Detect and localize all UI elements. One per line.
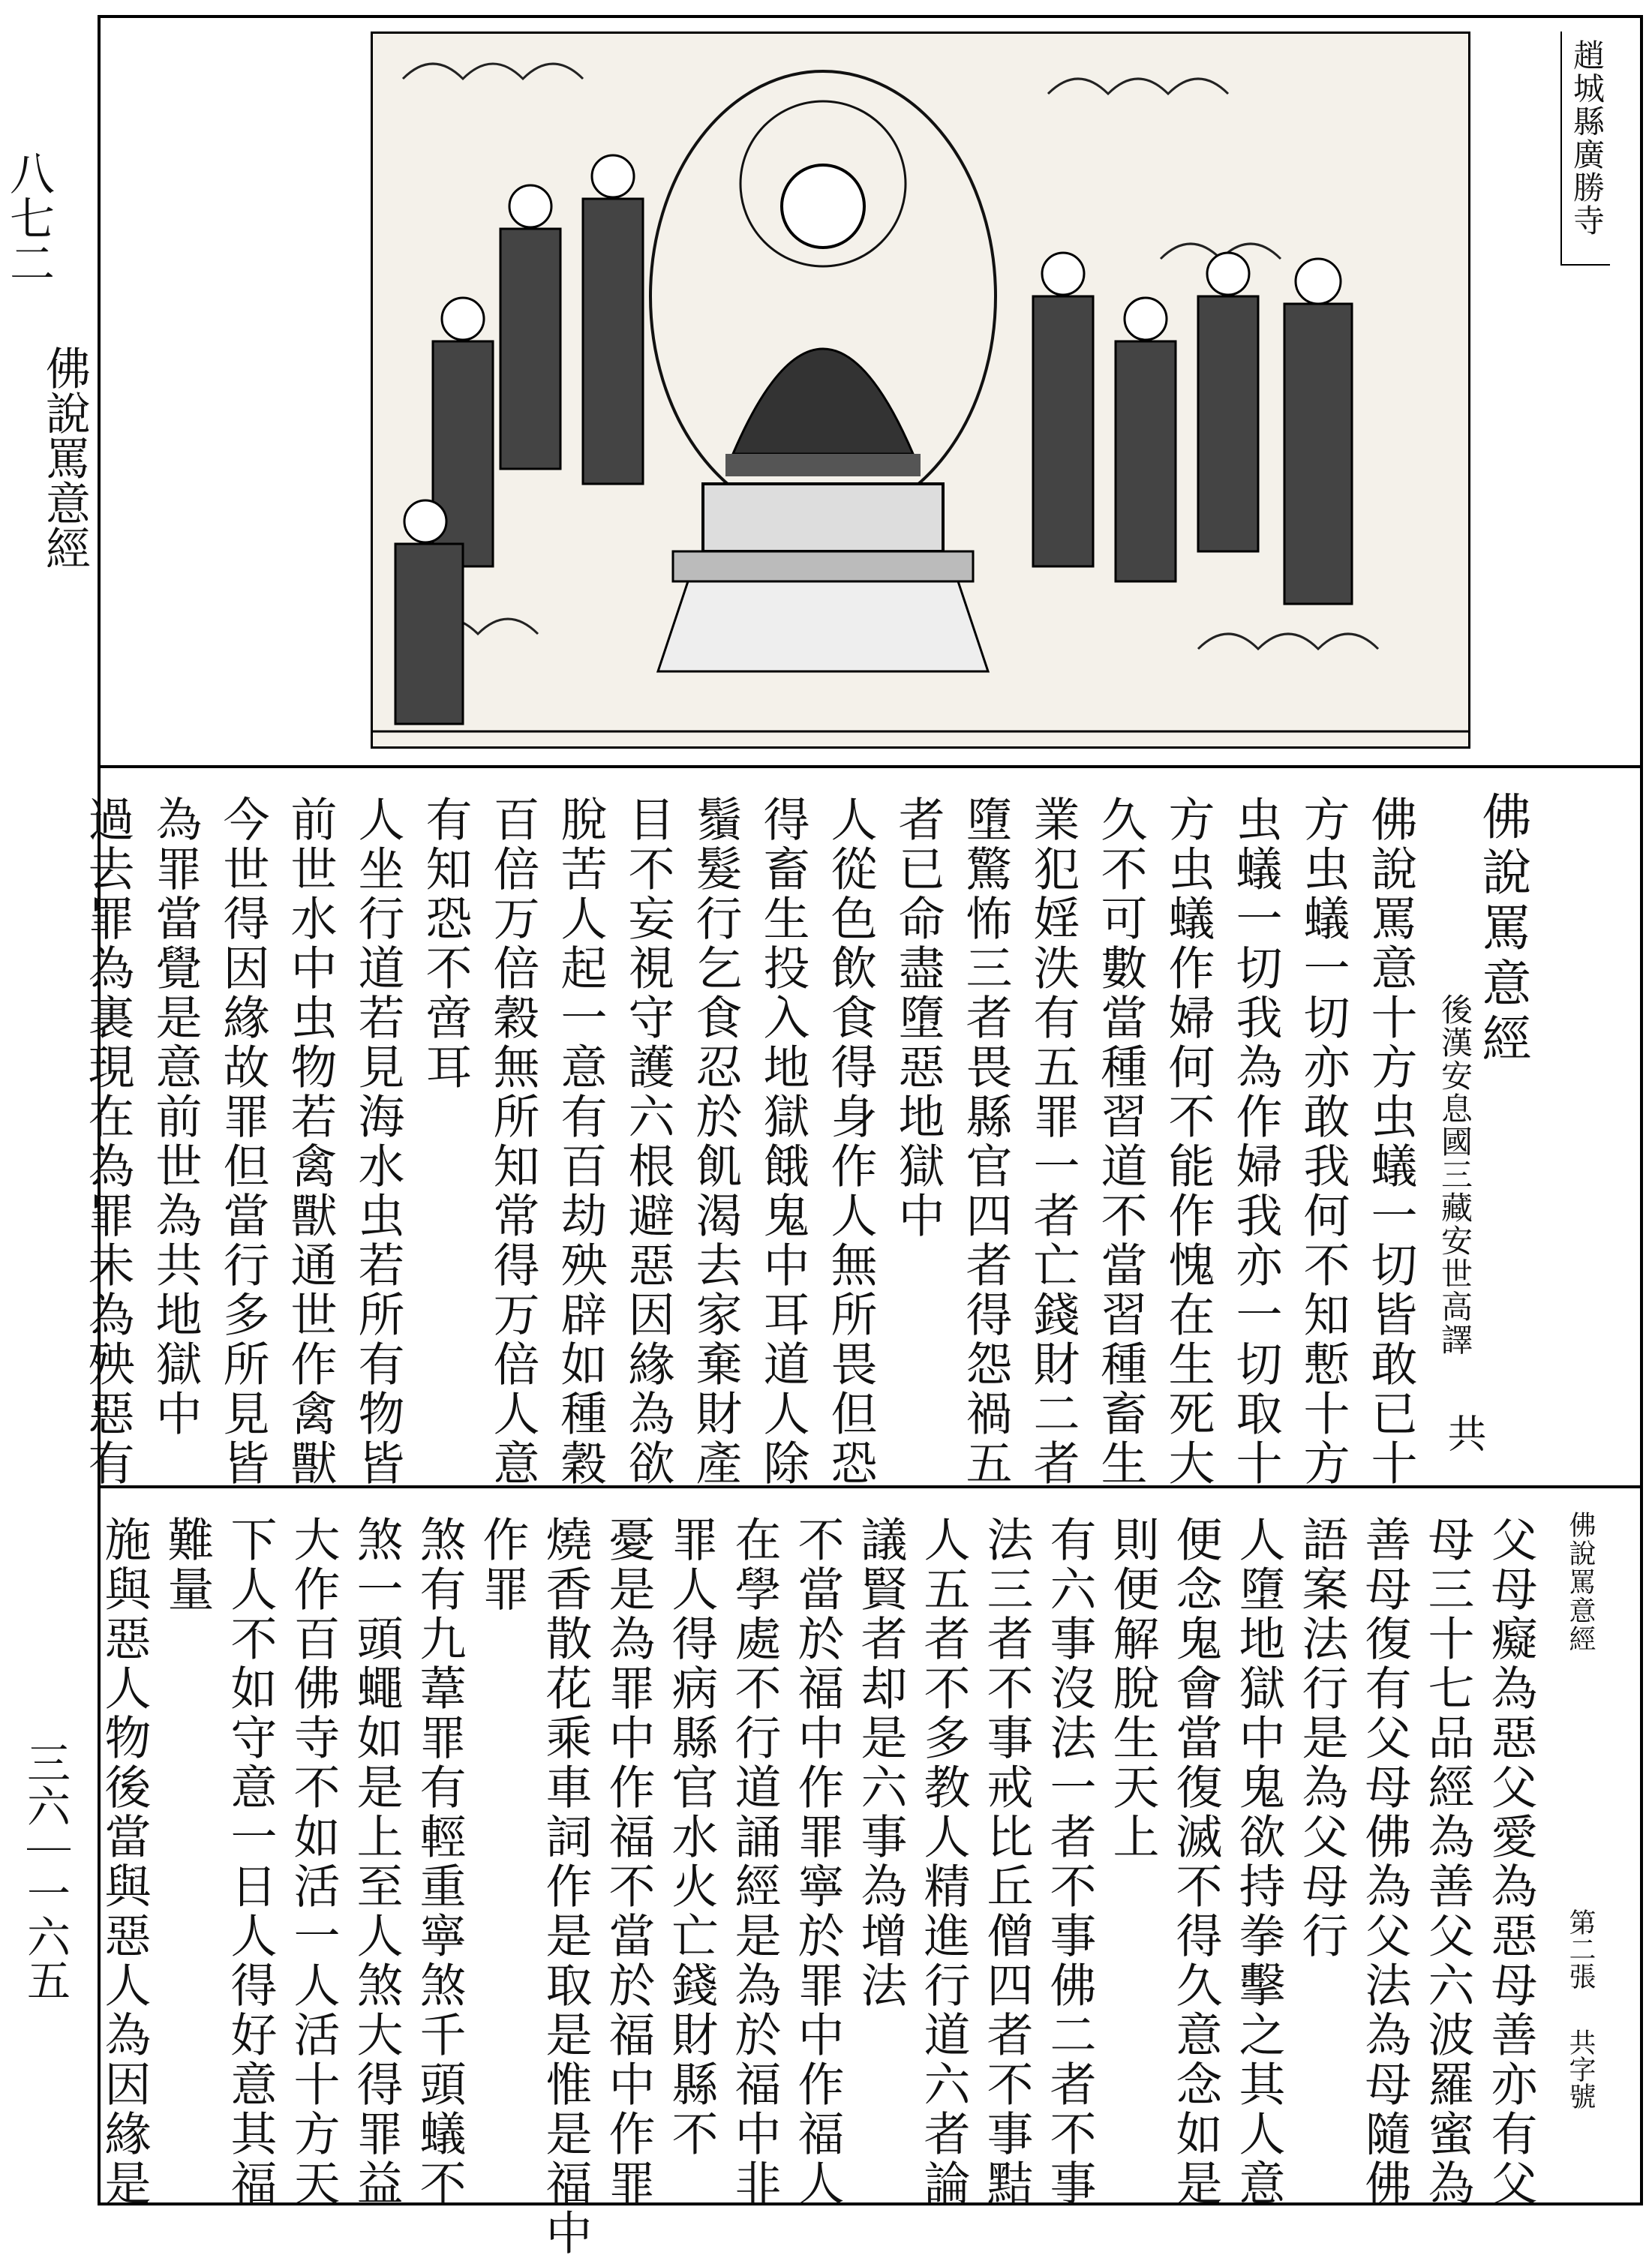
text-column: 業犯婬泆有五罪一者亡錢財二者: [1026, 795, 1080, 1488]
sheet-number: 第二張: [1565, 1908, 1596, 1989]
text-column: 難量: [160, 1515, 215, 1614]
page-number: 八七二: [2, 150, 55, 285]
folio-number: 三六｜一六五: [20, 1740, 71, 2001]
page-frame: [80, 15, 1643, 2258]
text-column: 者已命盡墮惡地獄中: [891, 795, 945, 1241]
sutra-title: 佛說罵意經: [1473, 791, 1531, 1068]
text-column: 善母復有父母佛為父法為母隨佛: [1357, 1515, 1412, 2208]
text-column: 語案法行是為父母行: [1294, 1515, 1349, 1961]
text-column: 議賢者却是六事為增法: [853, 1515, 908, 2010]
text-column: 目不妄視守護六根避惡因緣為欲: [620, 795, 675, 1488]
text-column: 佛說罵意十方虫蟻一切皆敢已十: [1363, 795, 1418, 1488]
page-mark-2: 共字號: [1565, 2028, 1596, 2109]
sutra-body-1: [80, 795, 1418, 1488]
text-column: 在學處不行道誦經是為於福中非: [727, 1515, 782, 2208]
text-column: 久不可數當種習道不當習種畜生: [1093, 795, 1148, 1488]
text-column: 為罪當覺是意前世為共地獄中: [148, 795, 203, 1439]
text-column: 得畜生投入地獄餓鬼中耳道人除: [755, 795, 810, 1488]
text-column: 煞有九葦罪有輕重寧煞千頭蟻不: [412, 1515, 467, 2208]
text-column: 下人不如守意一日人得好意其福: [223, 1515, 278, 2208]
text-column: 父母癡為惡父愛為惡母善亦有父: [1483, 1515, 1538, 2208]
text-column: 有知恐不啻耳: [418, 795, 473, 1092]
text-column: 憂是為罪中作福不當於福中作罪: [601, 1515, 656, 2208]
translator-line: 後漢安息國三藏安世高譯: [1437, 993, 1473, 1356]
text-column: 施與惡人物後當與惡人為因緣是: [97, 1515, 152, 2208]
text-column: 人從色飲食得身作人無所畏但恐: [823, 795, 878, 1488]
woodcut-illustration: [371, 32, 1470, 749]
text-column: 則便解脫生天上: [1105, 1515, 1160, 1862]
margin-sutra-title: 佛說罵意經: [38, 345, 91, 570]
text-column: 過去罪為裏現在為罪未為殃惡有: [80, 795, 135, 1488]
text-column: 百倍万倍穀無所知常得万倍人意: [485, 795, 540, 1488]
running-header: 佛說罵意經: [1565, 1511, 1596, 1653]
margin-top: [0, 150, 90, 585]
text-column: 有六事沒法一者不事佛二者不事: [1042, 1515, 1097, 2208]
sutra-panel-1: [80, 768, 1640, 1488]
text-column: 鬚髮行乞食忍於飢渴去家棄財產: [688, 795, 743, 1488]
text-column: 人五者不多教人精進行道六者論: [916, 1515, 971, 2208]
buddha-assembly-scene: [373, 34, 1468, 746]
text-column: 今世得因緣故罪但當行多所見皆: [215, 795, 270, 1488]
text-column: 方虫蟻一切亦敢我何不知慙十方: [1296, 795, 1350, 1488]
text-column: 母三十七品經為善父六波羅蜜為: [1420, 1515, 1475, 2208]
margin-bottom: [0, 1740, 90, 2190]
illustration-panel: [101, 18, 1640, 768]
text-column: 前世水中虫物若禽獸通世作禽獸: [283, 795, 338, 1488]
text-column: 不當於福中作罪寧於罪中作福人: [790, 1515, 845, 2208]
text-column: 墮驚怖三者畏縣官四者得怨禍五: [958, 795, 1013, 1488]
text-column: 脫苦人起一意有百劫殃辟如種穀: [553, 795, 608, 1488]
sutra-body-2: [97, 1515, 1538, 2258]
sutra-panel-2: [97, 1488, 1640, 2258]
temple-inscription: 趙城縣廣勝寺: [1569, 39, 1605, 237]
text-column: 便念鬼會當復滅不得久意念如是: [1168, 1515, 1223, 2208]
text-column: 法三者不事戒比丘僧四者不事黠: [979, 1515, 1034, 2208]
page-mark: 共: [1440, 1413, 1485, 1452]
text-column: 燒香散花乘車詞作是取是惟是福中: [538, 1515, 593, 2258]
text-column: 人坐行道若見海水虫若所有物皆: [350, 795, 405, 1488]
text-column: 罪人得病縣官水火亡錢財縣不: [664, 1515, 719, 2159]
text-column: 人墮地獄中鬼欲持拳擊之其人意: [1231, 1515, 1286, 2208]
text-column: 煞一頭蠅如是上至人煞大得罪益: [349, 1515, 404, 2208]
text-column: 作罪: [475, 1515, 530, 1614]
text-column: 虫蟻一切我為作婦我亦一切取十: [1228, 795, 1283, 1488]
text-column: 大作百佛寺不如活一人活十方天: [286, 1515, 341, 2208]
text-column: 方虫蟻作婦何不能作愧在生死大: [1161, 795, 1215, 1488]
